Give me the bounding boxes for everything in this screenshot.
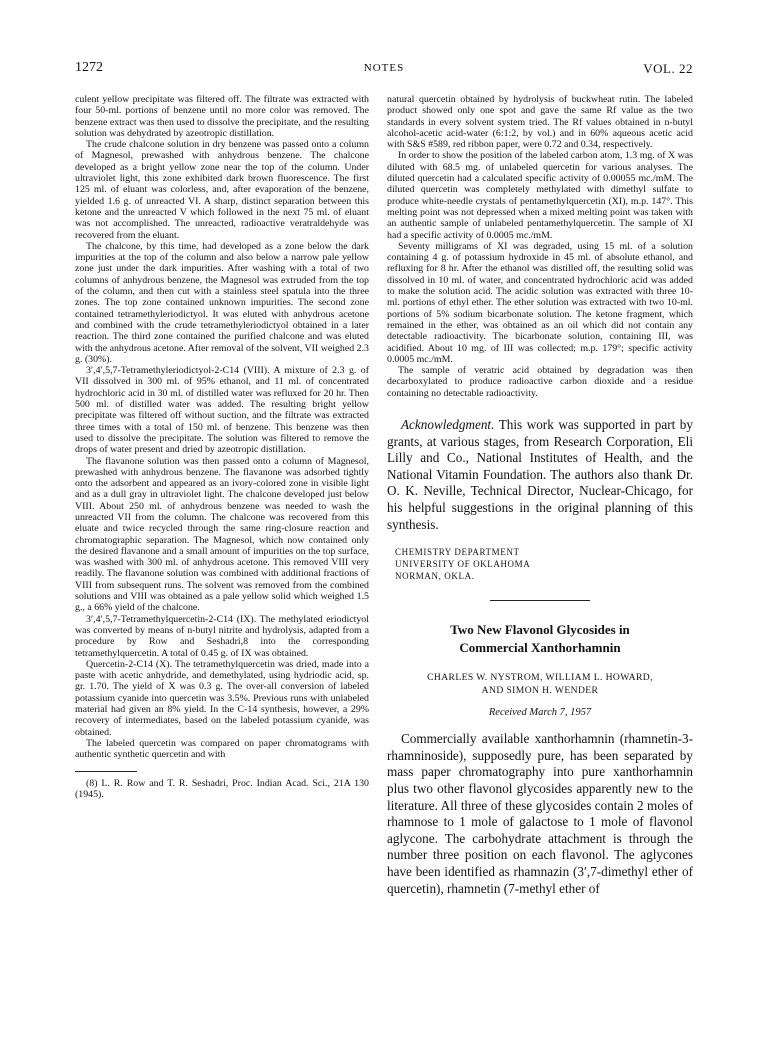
paragraph: culent yellow precipitate was filtered off. The filtrate was extracted with four 50-ml. portions of benzene until no more color was removed. The benzene extract was then used to dissolve the precipitate, and the resulting solution was dehydrated by azeotropic distillation.: [75, 94, 369, 139]
footnote: (8) L. R. Row and T. R. Seshadri, Proc. Indian Acad. Sci., 21A 130 (1945).: [75, 777, 369, 800]
paragraph: Seventy milligrams of XI was degraded, using 15 ml. of a solution containing 4 g. of potassium hydroxide in 45 ml. of absolute ethanol, and refluxing for 8 hr. After the ethanol was distilled off, the resulting solid was dissolved in 10 ml. of water, and concentrated hydrochloric acid was added to make the solution acid. The acidic solution was extracted with three 10-ml. portions of ethyl ether. The ether solution was extracted with two 10-ml. portions of 5% sodium bicarbonate solution. The ketone fragment, which remained in the ether, was obtained as an oil which did not contain any detectable radioactivity. The bicarbonate solution, containing III, was acidified. About 10 mg. of III was collected; m.p. 179°; specific activity 0.0005 mc./mM.: [387, 240, 693, 365]
paragraph: The flavanone solution was then passed onto a column of Magnesol, prewashed with anhydrous benzene. The flavanone was adsorbed tightly onto the adsorbent and appeared as an ivory-colored zone in visible light and as a dull gray in ultraviolet light. The chalcone developed just below VIII. About 250 ml. of anhydrous benzene was needed to wash the unreacted VII from the column. The chalcone was recovered from this eluate and twice recycled through the same ring-closure reaction and chromatographic separation. The Magnesol, which now contained only the desired flavanone and a small amount of impurities on the top surface, was washed with 300 ml. of anhydrous acetone. This removed VIII very readily. The flavanone solution was combined with additional fractions of VIII from subsequent runs. The solvent was removed from the combined solutions and VIII was obtained as a pale yellow solid which weighed 1.5 g., a 66% yield of the chalcone.: [75, 455, 369, 614]
affiliation-dept: CHEMISTRY DEPARTMENT: [395, 547, 520, 558]
authors-line: AND SIMON H. WENDER: [481, 685, 599, 697]
acknowledgment-text: This work was supported in part by grants, at various stages, from Research Corporation, Eli Lilly and Co., National Institutes of Health, and the National Vitamin Foundation. The authors also thank Dr. O. K. Neville, Technical Director, Nuclear-Chicago, for his helpful suggestions in the original planning of this synthesis.: [387, 417, 693, 532]
acknowledgment-label: Acknowledgment.: [401, 417, 495, 433]
paragraph: 3′,4′,5,7-Tetramethylquercetin-2-C14 (IX). The methylated eriodictyol was converted by means of n-butyl nitrite and hydrolysis, adapted from a procedure by Row and Seshadri,8 into the corresponding tetramethylquercetin. A total of 0.45 g. of IX was obtained.: [75, 613, 369, 659]
article-title-line: Two New Flavonol Glycosides in: [450, 622, 630, 638]
paragraph: The chalcone, by this time, had developed as a zone below the dark impurities at the top of the column and also below a narrow pale yellow zone just under the dark impurities. After washing with a total of two columns of anhydrous benzene, the Magnesol was extruded from the top of the column, and then cut with a stainless steel spatula into the three zones. The top zone contained unknown impurities. The second zone contained tetramethyleriodictyol. It was eluted with anhydrous acetone and combined with the crude tetramethyleriodictyol obtained in a later reaction. The third zone contained the purified chalcone and was eluted with the anhydrous acetone. After removal of the solvent, VII weighed 2.3 g. (30%).: [75, 240, 369, 365]
section-title: NOTES: [363, 62, 405, 74]
affiliation-university: UNIVERSITY OF OKLAHOMA: [395, 559, 531, 570]
paragraph: The sample of veratric acid obtained by degradation was then decarboxylated to produce radioactive carbon dioxide and a residue containing no detectable radioactivity.: [387, 365, 693, 399]
volume-label: VOL. 22: [643, 61, 693, 76]
paragraph: The crude chalcone solution in dry benzene was passed onto a column of Magnesol, prewashed with anhydrous benzene. The chalcone developed as a bright yellow zone near the top of the column. Under ultraviolet light, this zone exhibited dark brown fluorescence. The first 125 ml. of eluant was colorless, and, after evaporation of the benzene, yielded 1.6 g. of unreacted VI. A sharp, distinct separation between this ketone and the unreacted V which followed in the next 75 ml. of eluant was not accomplished. The unreacted, radioactive veratraldehyde was recovered from the eluant.: [75, 139, 369, 241]
affiliation-city: NORMAN, OKLA.: [395, 571, 475, 582]
article-title-line: Commercial Xanthorhamnin: [459, 640, 621, 656]
article-separator: [490, 600, 590, 601]
paragraph: In order to show the position of the labeled carbon atom, 1.3 mg. of X was diluted with 68.5 mg. of unlabeled quercetin for various analyses. The diluted quercetin had a calculated specific activity of 0.00055 mc./mM. The diluted quercetin was completely methylated with dimethyl sulfate to produce white-needle crystals of pentamethylquercetin (XI), m.p. 147°. This melting point was not depressed when a mixed melting point was taken with an authentic sample of unlabeled pentamethylquercetin. The sample of XI had a specific activity of 0.0005 mc./mM.: [387, 150, 693, 241]
article-body: Commercially available xanthorhamnin (rhamnetin-3-rhamninoside), supposedly pure, has been separated by mass paper chromatography into pure xanthorhamnin plus two other flavonol glycosides apparently new to the literature. All three of these glycosides contain 2 moles of rhamnose to 1 mole of galactose to 1 mole of flavonol aglycone. The carbohydrate attachment is through the number three position on each flavonol. The aglycones have been identified as rhamnazin (3′,7-dimethyl ether of quercetin), rhamnetin (7-methyl ether of: [387, 731, 693, 896]
article-title: [387, 621, 693, 657]
authors-line: CHARLES W. NYSTROM, WILLIAM L. HOWARD,: [427, 672, 653, 684]
received-date: Received March 7, 1957: [488, 707, 592, 719]
paragraph: The labeled quercetin was compared on paper chromatograms with authentic synthetic quercetin and with: [75, 737, 369, 761]
footnote-rule: [75, 771, 137, 772]
article-authors: [387, 671, 693, 697]
acknowledgment: [387, 417, 693, 533]
page-number: 1272: [75, 60, 103, 75]
paragraph: 3′,4′,5,7-Tetramethyleriodictyol-2-C14 (VIII). A mixture of 2.3 g. of VII dissolved in 300 ml. of 95% ethanol, and 11 ml. of concentrated hydrochloric acid in 30 ml. of distilled water was refluxed for 20 hr. Then 500 ml. of distilled water was added. The resulting bright yellow precipitate was filtered off without suction, and the filtrate was extracted three times with a total of 150 ml. of benzene. This benzene was then used to dissolve the precipitate. The solution was filtered to remove the drops of water present and dried by azeotropic distillation.: [75, 365, 369, 456]
right-column: [387, 94, 693, 897]
paragraph: natural quercetin obtained by hydrolysis of buckwheat rutin. The labeled product showed only one spot and gave the same Rf value as the two standards in every solvent system tried. The Rf values obtained in n-butyl alcohol-acetic acid-water (6:1:2, by vol.) and in 60% aqueous acetic acid with S&S #589, red ribbon paper, were 0.72 and 0.34, respectively.: [387, 94, 693, 151]
page-header: [75, 60, 693, 80]
paragraph: Quercetin-2-C14 (X). The tetramethylquercetin was dried, made into a paste with acetic anhydride, and demethylated, using hydriodic acid, sp. gr. 1.70. The yield of X was 0.3 g. The over-all conversion of labeled potassium cyanide into quercetin was 3.5%. Previous runs with unlabeled material had given an 8% yield. In the C-14 synthesis, however, a 29% recovery of intermediates, based on the labeled potassium cyanide, was obtained.: [75, 658, 369, 738]
left-column: [75, 94, 369, 800]
